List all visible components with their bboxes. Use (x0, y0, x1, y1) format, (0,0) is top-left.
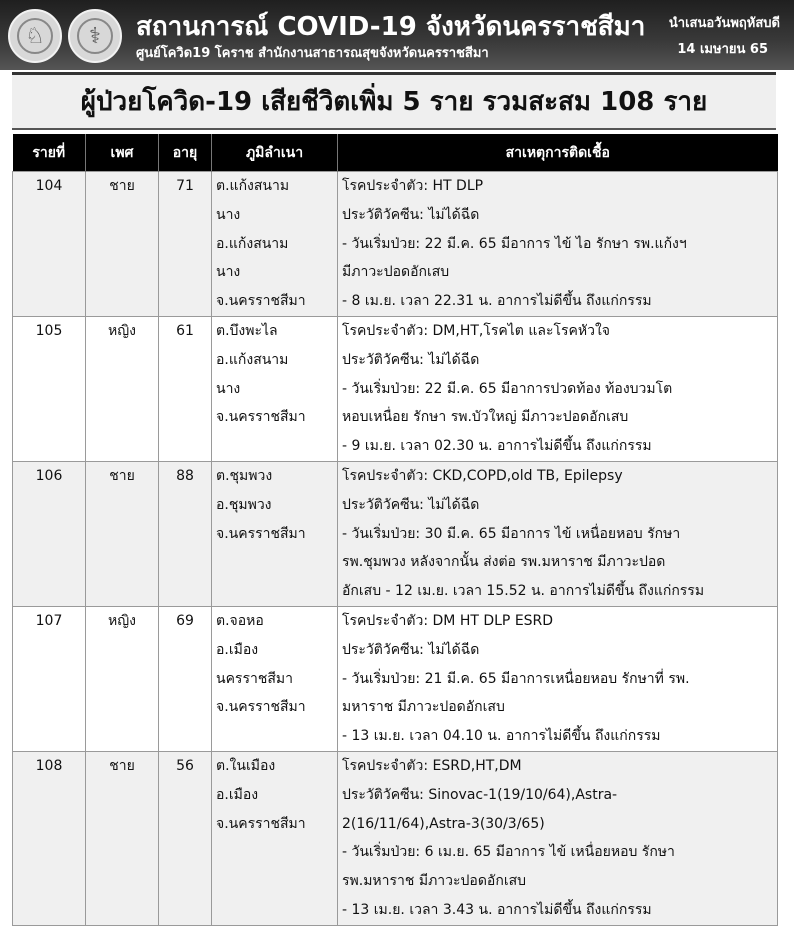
cause-line: - วันเริ่มป่วย: 22 มี.ค. 65 มีอาการ ไข้ ไอ รักษา รพ.แก้งฯ (342, 235, 687, 252)
case-number: 106 (13, 461, 86, 606)
col-header-case-no: รายที่ (13, 134, 86, 172)
table-row (13, 316, 778, 461)
cause-line: ประวัติวัคซีน: Sinovac-1(19/10/64),Astra- (342, 786, 618, 803)
hometown-line: จ.นครราชสีมา (216, 525, 306, 542)
patient-age: 56 (159, 751, 212, 925)
cause-cell (338, 461, 778, 606)
cause-line: - วันเริ่มป่วย: 30 มี.ค. 65 มีอาการ ไข้ เหนื่อยหอบ รักษา (342, 525, 681, 542)
cause-line: - วันเริ่มป่วย: 6 เม.ย. 65 มีอาการ ไข้ เหนื่อยหอบ รักษา (342, 844, 675, 861)
caduceus-icon: ⚕ (77, 18, 113, 54)
hometown-cell (212, 316, 338, 461)
report-date: 14 เมษายน 65 (677, 42, 768, 57)
cause-line: โรคประจำตัว: CKD,COPD,old TB, Epilepsy (342, 467, 623, 484)
hometown-line: อ.เมือง (216, 641, 259, 658)
cause-line: โรคประจำตัว: ESRD,HT,DM (342, 757, 522, 774)
header-subtitle: ศูนย์โควิด19 โคราช สำนักงานสาธารณสุขจังหวัดนครราชสีมา (136, 46, 489, 61)
hometown-line: ต.ในเมือง (216, 757, 276, 774)
death-cases-table (12, 134, 778, 926)
cause-line: มีภาวะปอดอักเสบ (342, 264, 450, 281)
header-title: สถานการณ์ COVID-19 จังหวัดนครราชสีมา (136, 12, 646, 42)
hometown-line: อ.ชุมพวง (216, 496, 272, 513)
hometown-line: นาง (216, 380, 241, 397)
table-row (13, 172, 778, 317)
table-row (13, 606, 778, 751)
col-header-sex: เพศ (86, 134, 159, 172)
hometown-line: ต.แก้งสนาม (216, 178, 290, 194)
hometown-line: ต.บึงพะไล (216, 322, 278, 339)
cause-line: ประวัติวัคซีน: ไม่ได้ฉีด (342, 351, 480, 368)
patient-age: 71 (159, 172, 212, 317)
patient-sex: หญิง (86, 316, 159, 461)
hometown-line: จ.นครราชสีมา (216, 293, 306, 310)
patient-sex: ชาย (86, 461, 159, 606)
case-number: 105 (13, 316, 86, 461)
cause-line: โรคประจำตัว: DM HT DLP ESRD (342, 612, 554, 629)
hometown-line: จ.นครราชสีมา (216, 699, 306, 716)
hometown-line: อ.แก้งสนาม (216, 235, 289, 252)
patient-age: 88 (159, 461, 212, 606)
patient-age: 61 (159, 316, 212, 461)
cause-line: ประวัติวัคซีน: ไม่ได้ฉีด (342, 496, 480, 513)
patient-age: 69 (159, 606, 212, 751)
hometown-line: ต.ชุมพวง (216, 467, 273, 484)
hometown-cell (212, 751, 338, 925)
case-number: 104 (13, 172, 86, 317)
hometown-line: อ.แก้งสนาม (216, 351, 289, 368)
cause-cell (338, 316, 778, 461)
cause-line: มหาราช มีภาวะปอดอักเสบ (342, 699, 505, 716)
col-header-age: อายุ (159, 134, 212, 172)
hometown-line: ต.จอหอ (216, 612, 264, 629)
hometown-line: นาง (216, 206, 241, 223)
cause-line: รพ.ชุมพวง หลังจากนั้น ส่งต่อ รพ.มหาราช มีภาวะปอด (342, 554, 666, 571)
cause-cell (338, 606, 778, 751)
table-header-row (13, 134, 778, 172)
table-row (13, 751, 778, 925)
hometown-line: จ.นครราชสีมา (216, 409, 306, 426)
cause-line: 2(16/11/64),Astra-3(30/3/65) (342, 815, 545, 832)
hometown-line: นาง (216, 264, 241, 281)
cause-line: หอบเหนื่อย รักษา รพ.บัวใหญ่ มีภาวะปอดอักเสบ (342, 409, 629, 426)
hometown-cell (212, 461, 338, 606)
hometown-cell (212, 172, 338, 317)
hometown-line: นครราชสีมา (216, 670, 293, 687)
cause-line: ประวัติวัคซีน: ไม่ได้ฉีด (342, 206, 480, 223)
case-number: 107 (13, 606, 86, 751)
cause-line: อักเสบ - 12 เม.ย. เวลา 15.52 น. อาการไม่ดีขึ้น ถึงแก่กรรม (342, 583, 705, 600)
seal-emblem-icon: ♘ (17, 18, 53, 54)
cause-line: - 9 เม.ย. เวลา 02.30 น. อาการไม่ดีขึ้น ถึงแก่กรรม (342, 438, 652, 455)
case-number: 108 (13, 751, 86, 925)
header-bar (0, 0, 794, 70)
cause-line: ประวัติวัคซีน: ไม่ได้ฉีด (342, 641, 480, 658)
report-day: นำเสนอวันพฤหัสบดี (668, 16, 780, 31)
patient-sex: ชาย (86, 751, 159, 925)
cause-cell (338, 751, 778, 925)
col-header-cause: สาเหตุการติดเชื้อ (338, 134, 778, 172)
patient-sex: ชาย (86, 172, 159, 317)
cause-cell (338, 172, 778, 317)
cause-line: - วันเริ่มป่วย: 22 มี.ค. 65 มีอาการปวดท้อง ท้องบวมโต (342, 380, 673, 397)
cause-line: รพ.มหาราช มีภาวะปอดอักเสบ (342, 873, 527, 890)
cause-line: โรคประจำตัว: HT DLP (342, 178, 484, 194)
hometown-cell (212, 606, 338, 751)
table-row (13, 461, 778, 606)
headline-banner (12, 72, 776, 130)
hometown-line: อ.เมือง (216, 786, 259, 803)
cause-line: - 13 เม.ย. เวลา 04.10 น. อาการไม่ดีขึ้น ถึงแก่กรรม (342, 728, 661, 745)
cause-line: - 8 เม.ย. เวลา 22.31 น. อาการไม่ดีขึ้น ถึงแก่กรรม (342, 293, 652, 310)
cause-line: - วันเริ่มป่วย: 21 มี.ค. 65 มีอาการเหนื่อยหอบ รักษาที่ รพ. (342, 670, 690, 687)
health-office-logo (68, 9, 122, 63)
provincial-seal-logo (8, 9, 62, 63)
hometown-line: จ.นครราชสีมา (216, 815, 306, 832)
patient-sex: หญิง (86, 606, 159, 751)
cause-line: - 13 เม.ย. เวลา 3.43 น. อาการไม่ดีขึ้น ถึงแก่กรรม (342, 901, 652, 918)
headline-text: ผู้ป่วยโควิด-19 เสียชีวิตเพิ่ม 5 ราย รวมสะสม 108 ราย (80, 87, 708, 117)
cause-line: โรคประจำตัว: DM,HT,โรคไต และโรคหัวใจ (342, 322, 610, 339)
col-header-hometown: ภูมิลำเนา (212, 134, 338, 172)
